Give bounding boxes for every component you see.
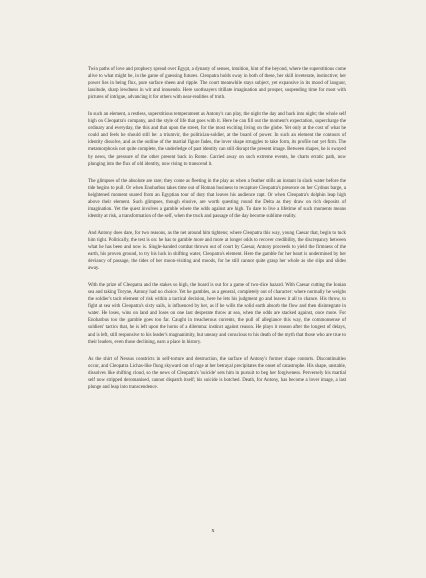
paragraph: As the shirt of Nessus constricts in self-torture and destruction, the surface of Antony's former shape contorts. Discontinuities occur, and Cleopatra Lichas-like flung skyward out of rage at her betrayal precipitates the onset of catastrophe. His shape, unstable, dissolves like shifting cloud, so the news of Cleopatra's 'suicide' sets him in pursuit to beg her forgiveness. Perversely his martial self now stripped deromanised, cannot dispatch itself; his suicide is botched. Death, for Antony, has become a lover image, a last plunge and leap into transcendence. [88, 356, 346, 390]
paragraph: In such an element, a restless, superstitious temperament as Antony's can play, the night the day and back into night; the whole self high on Cleopatra's company, and the style of life that goes with it. Here he can fill out the moment's expectation, supercharge the ordinary and everyday, the this and that upon the street, for the most exciting living on the globe. Yet only at the cost of what he could and feels he should still be: a triumvir, the politician-soldier, at the board of power. In such an element the contours of identity dissolve, and as the outline of the martial figure fades, the lover shape struggles to take form, its profile not yet firm. The metamorphosis not quite complete, the underledge of past identity can still disrupt the present image. Between shapes, he is swayed by news, the pressure of the other present back in Rome. Carried away on such extreme events, he charts erratic path, now plunging into the flux of old identity, now rising to transcend it. [88, 112, 346, 167]
document-body [88, 66, 346, 401]
paragraph: The glimpses of the absolute are rare; they come as fleeting in the play as when a feather stills an instant in slack water before the tide begins to pull. Or when Enobarbus takes time out of Roman business to recapture Cleopatra's presence on her Cydnus barge, a heightened moment snared from an Egyptian tour of duty that leaves his audience rapt. Or when Cleopatra's dolphin leap high above their element. Such glimpses, though elusive, are worth questing round the Delta as they draw on rich deposits of imagination. Yet the quest involves a gamble where the odds against are high. To dare to live a lifetime of such moments means identity at risk, a transformation of the self, when the truck and passage of the day become sublime reality. [88, 178, 346, 219]
paragraph: Twin paths of love and prophecy spread over Egypt, a dynasty of senses, intuition, hint of the beyond, where the superstitious come alive to what might be, in the game of guessing futures. Cleopatra holds sway in both of these, her skill inveterate, instinctive; her power lies in being flux, pure surface sheen and ripple. The court meanwhile stays subject, yet expansive in its mood of languor, lassitude, sharp lewdness in wit and innuendo. Here soothsayers titillate imagination and prosper, suspending time for most with pictures of intrigue, advancing it for others with near-realities of truth. [88, 67, 346, 101]
paragraph: And Antony does dare, for two reasons, as the net around him tightens; where Cleopatra this way, young Caesar that, begin to tuck him tight. Politically, the test is on: he has to gamble more and more at longer odds to recover credibility, the discrepancy between what he has been and now is. Single-handed combat thrown out of court by Caesar, Antony proceeds to yield the firmness of the earth, his proven ground, to try his luck in shifting water, Cleopatra's element. Here the gamble for her heart is undermined by her deviancy of passage, the tides of her moon-visiting and moods, for he still cannot quite grasp her whole as she slips and slides away. [88, 230, 346, 272]
paragraph: With the prize of Cleopatra and the stakes so high, the board is out for a game of two-dice hazard. With Caesar cutting the Ionian sea and taking Toryne, Antony had no choice. Yet he gambles, as a general, completely out of character: where normally he weighs the soldier's tacit element of risk within a tactical decision, here he lets his judgment go and leaves it all to chance. His throw, to fight at sea with Cleopatra's sixty sails, is influenced by her, as if he wills the solid earth absorb the flow and then disintegrate in water. He loses, wins on land and loses on one last desperate throw at sea, when the odds are stacked against, once more. For Enobarbus too the gamble goes too far. Caught in treacherous currents, the pull of allegiance this way, the commonsense of soldiers' tactics that, he is left upon the horns of a dilemma: instinct against reason. He plays it reason after the longest of delays, and is left, still responsive to his leader's magnanimity, but uneasy and conscious to his death of the myth that those who are true to their leaders, even those declining, earn a place in history. [88, 283, 346, 345]
page-number: x [211, 528, 215, 534]
